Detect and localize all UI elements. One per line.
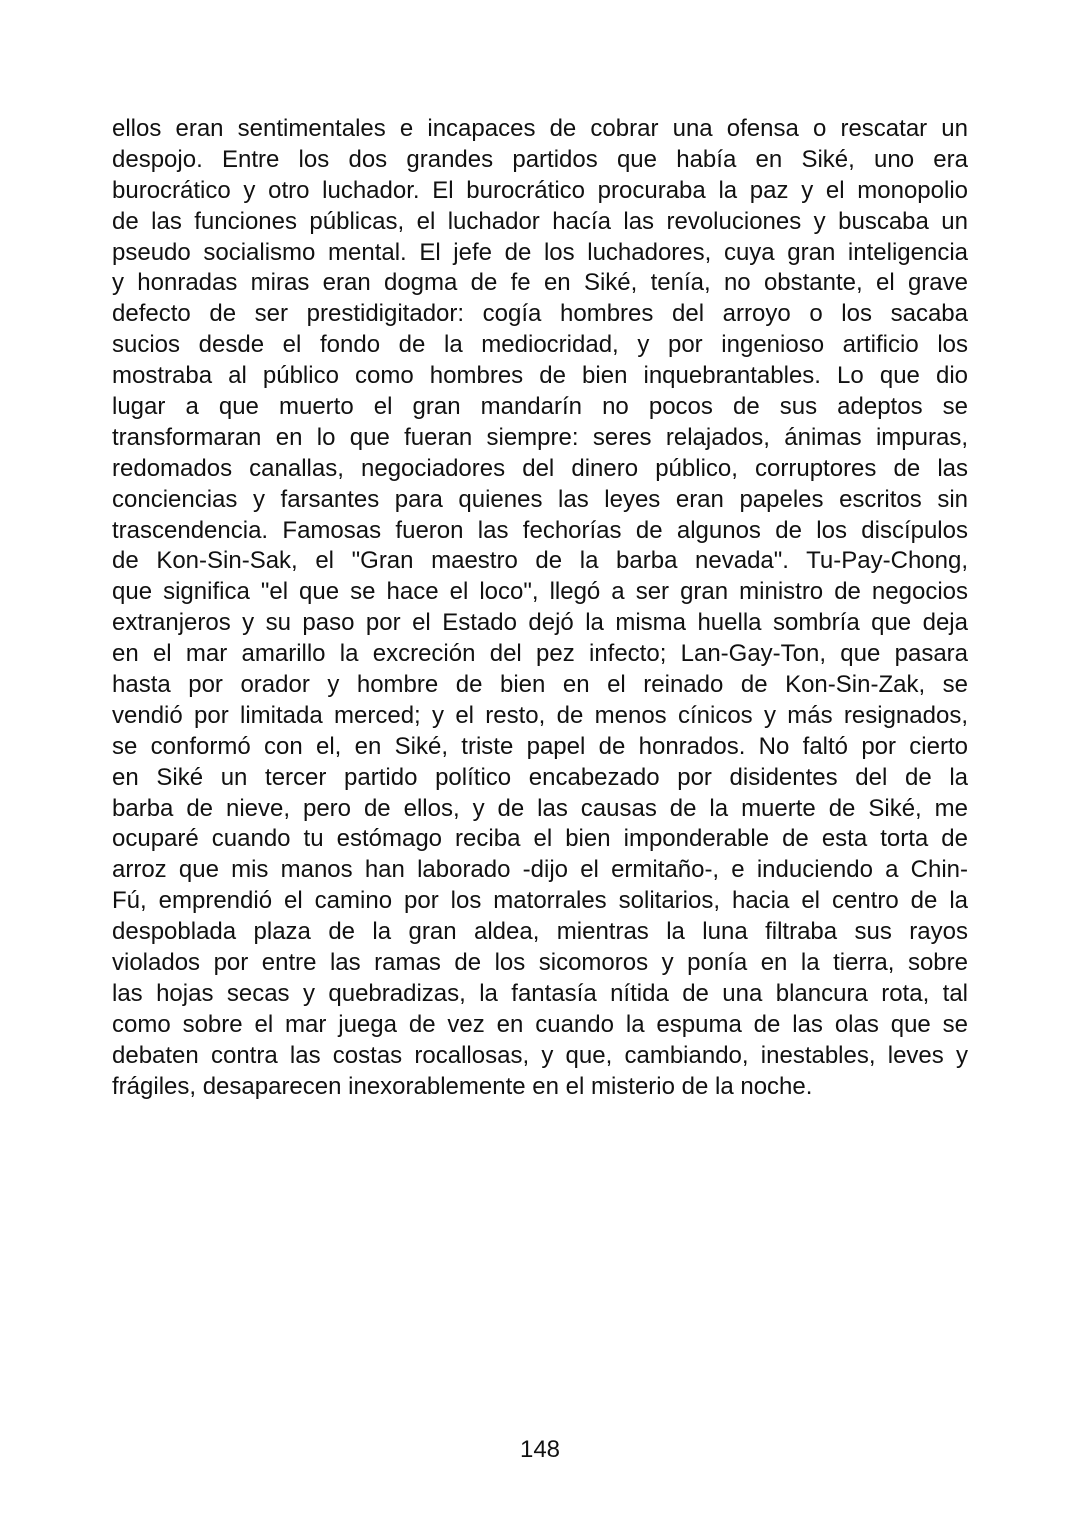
text-line: sucios desde el fondo de la mediocridad, y por ingenioso artificio los [112, 331, 968, 359]
text-line: ocuparé cuando tu estómago reciba el bien imponderable de esta torta de [112, 825, 968, 853]
text-line: extranjeros y su paso por el Estado dejó la misma huella sombría que deja [112, 609, 968, 637]
text-line: violados por entre las ramas de los sicomoros y ponía en la tierra, sobre [112, 949, 968, 977]
text-line: Fú, emprendió el camino por los matorrales solitarios, hacia el centro de la [112, 887, 968, 915]
text-line: lugar a que muerto el gran mandarín no pocos de sus adeptos se [112, 393, 968, 421]
text-line: en Siké un tercer partido político encabezado por disidentes del de la [112, 763, 968, 791]
text-line: trascendencia. Famosas fueron las fechorías de algunos de los discípulos [112, 516, 968, 544]
text-line: en el mar amarillo la excreción del pez infecto; Lan-Gay-Ton, que pasara [112, 640, 968, 668]
text-line: redomados canallas, negociadores del dinero público, corruptores de las [112, 454, 968, 482]
text-line: burocrático y otro luchador. El burocrático procuraba la paz y el monopolio [112, 176, 968, 204]
text-line: de Kon-Sin-Sak, el "Gran maestro de la barba nevada". Tu-Pay-Chong, [112, 547, 968, 575]
text-line: despojo. Entre los dos grandes partidos que había en Siké, uno era [112, 145, 968, 173]
text-line: mostraba al público como hombres de bien inquebrantables. Lo que dio [112, 362, 968, 390]
text-line: vendió por limitada merced; y el resto, de menos cínicos y más resignados, [112, 701, 968, 729]
text-line: transformaran en lo que fueran siempre: seres relajados, ánimas impuras, [112, 423, 968, 451]
text-line: ellos eran sentimentales e incapaces de cobrar una ofensa o rescatar un [112, 115, 968, 142]
text-line: conciencias y farsantes para quienes las leyes eran papeles escritos sin [112, 485, 968, 513]
text-line: debaten contra las costas rocallosas, y que, cambiando, inestables, leves y [112, 1041, 968, 1069]
text-line: como sobre el mar juega de vez en cuando la espuma de las olas que se [112, 1010, 968, 1038]
body-paragraph [112, 114, 968, 1103]
text-line: barba de nieve, pero de ellos, y de las causas de la muerte de Siké, me [112, 794, 968, 822]
text-line: frágiles, desaparecen inexorablemente en el misterio de la noche. [112, 1072, 813, 1100]
page-number: 148 [519, 1436, 561, 1463]
text-line: y honradas miras eran dogma de fe en Siké, tenía, no obstante, el grave [112, 269, 968, 297]
text-line: se conformó con el, en Siké, triste papel de honrados. No faltó por cierto [112, 732, 968, 760]
text-line: pseudo socialismo mental. El jefe de los luchadores, cuya gran inteligencia [112, 238, 968, 266]
text-line: que significa "el que se hace el loco", llegó a ser gran ministro de negocios [112, 578, 968, 606]
text-line: de las funciones públicas, el luchador hacía las revoluciones y buscaba un [112, 207, 968, 235]
text-line: las hojas secas y quebradizas, la fantasía nítida de una blancura rota, tal [112, 979, 968, 1007]
text-line: hasta por orador y hombre de bien en el reinado de Kon-Sin-Zak, se [112, 671, 968, 699]
text-line: defecto de ser prestidigitador: cogía hombres del arroyo o los sacaba [112, 300, 968, 328]
text-line: despoblada plaza de la gran aldea, mientras la luna filtraba sus rayos [112, 918, 968, 946]
text-line: arroz que mis manos han laborado -dijo el ermitaño-, e induciendo a Chin- [112, 856, 968, 884]
